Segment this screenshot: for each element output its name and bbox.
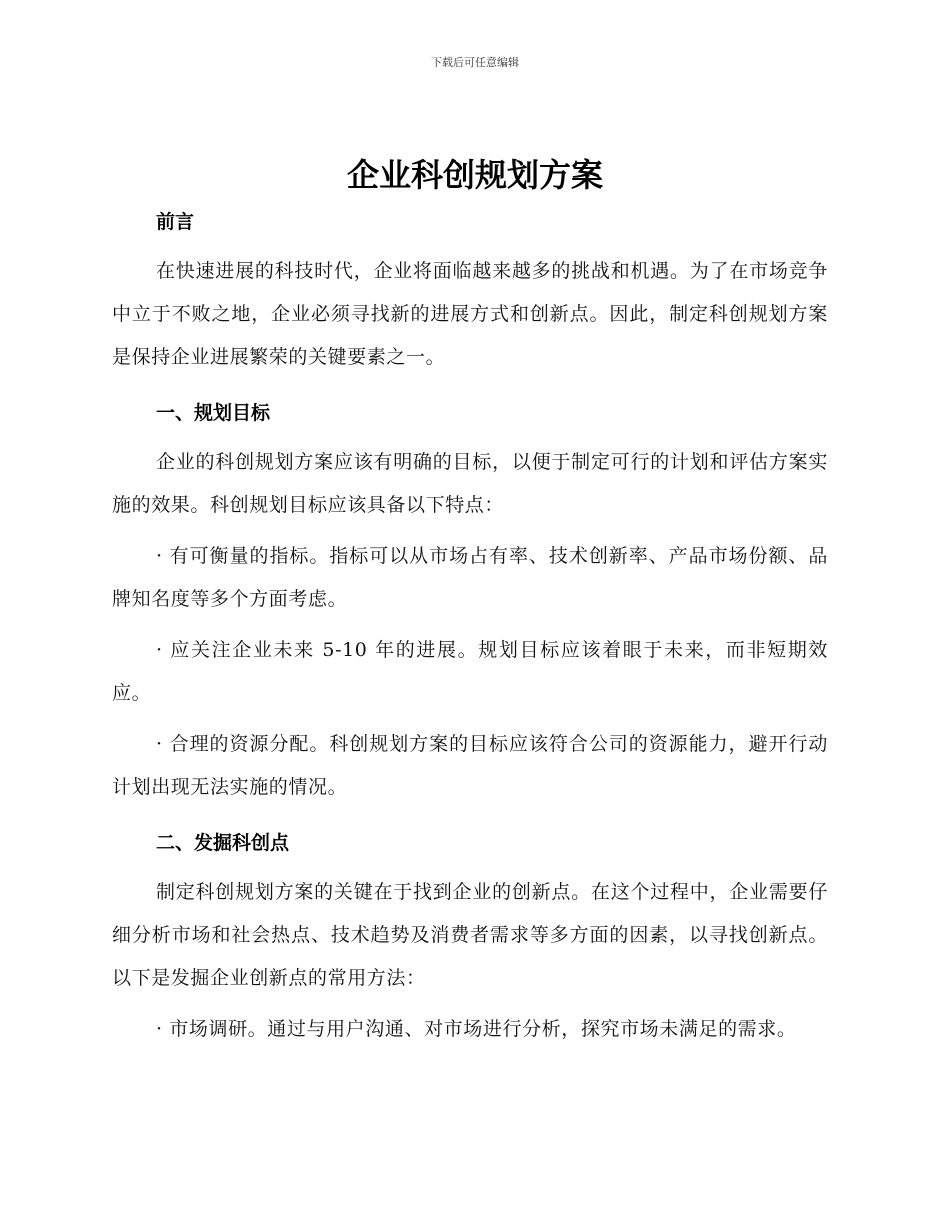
- paragraph-goals-intro: 企业的科创规划方案应该有明确的目标，以便于制定可行的计划和评估方案实施的效果。科创规划目标应该具备以下特点：: [112, 451, 828, 516]
- document-body: [112, 200, 828, 1051]
- bullet-innovation-1: · 市场调研。通过与用户沟通、对市场进行分析，探究市场未满足的需求。: [156, 1018, 797, 1040]
- section-heading-innovation: 二、发掘科创点: [156, 832, 290, 854]
- paragraph-innovation-intro: 制定科创规划方案的关键在于找到企业的创新点。在这个过程中，企业需要仔细分析市场和社会热点、技术趋势及消费者需求等多方面的因素，以寻找创新点。以下是发掘企业创新点的常用方法：: [112, 881, 828, 989]
- bullet-goal-1: · 有可衡量的指标。指标可以从市场占有率、技术创新率、产品市场份额、品牌知名度等多个方面考虑。: [112, 545, 828, 610]
- bullet-goal-2: · 应关注企业未来 5-10 年的进展。规划目标应该着眼于未来，而非短期效应。: [112, 639, 828, 704]
- section-heading-goals: 一、规划目标: [156, 402, 271, 424]
- paragraph-preface: 在快速进展的科技时代，企业将面临越来越多的挑战和机遇。为了在市场竞争中立于不败之地，企业必须寻找新的进展方式和创新点。因此，制定科创规划方案是保持企业进展繁荣的关键要素之一。: [112, 260, 828, 368]
- document-title: 企业科创规划方案: [346, 156, 603, 194]
- header-note: 下载后可任意编辑: [431, 56, 519, 69]
- section-heading-preface: 前言: [156, 211, 195, 233]
- bullet-goal-3: · 合理的资源分配。科创规划方案的目标应该符合公司的资源能力，避开行动计划出现无法实施的情况。: [112, 733, 828, 798]
